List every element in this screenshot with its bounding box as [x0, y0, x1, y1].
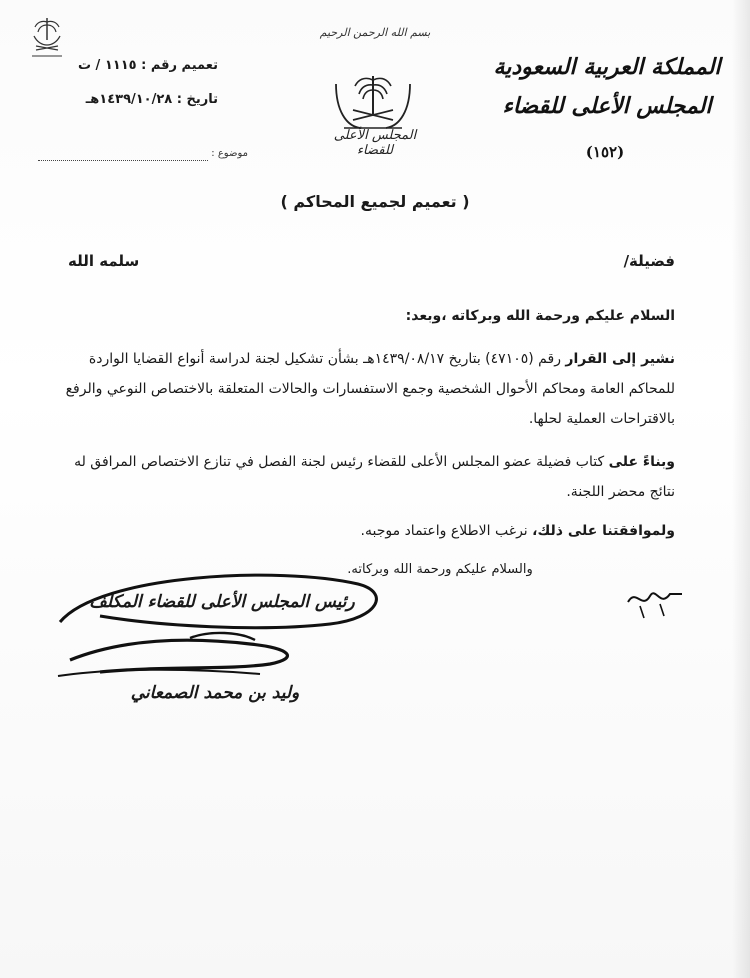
paragraph-decision [65, 344, 675, 434]
paragraph-approval-lead: ولموافقتنا على ذلك، [532, 523, 675, 539]
emblem-caption: المجلس الأعلى للقضاء [333, 128, 417, 158]
document-number: (١٥٢) [585, 143, 625, 161]
initials-scribble-icon [620, 580, 690, 620]
paragraph-letter-text: كتاب فضيلة عضو المجلس الأعلى للقضاء رئيس لجنة الفصل في تنازع الاختصاص المرافق له نتائج محضر اللجنة. [74, 454, 675, 500]
circular-title: ( تعميم لجميع المحاكم ) [280, 192, 470, 211]
paragraph-approval-text: نرغب الاطلاع واعتماد موجبه. [360, 523, 533, 539]
salutation-blessing: سلمه الله [68, 252, 140, 270]
paragraph-approval [65, 516, 675, 546]
closing-greeting: والسلام عليكم ورحمة الله وبركاته. [347, 562, 533, 577]
kingdom-heading: المملكة العربية السعودية [493, 54, 721, 80]
bismillah-text: بسم الله الرحمن الرحيم [319, 26, 431, 39]
subject-dotted-line [38, 160, 208, 161]
paragraph-letter [65, 447, 675, 507]
paragraph-decision-lead: نشير إلى القرار [565, 351, 675, 367]
subject-label: موضوع : [211, 148, 248, 159]
signatory-title: رئيس المجلس الأعلى للقضاء المكلف [89, 592, 355, 612]
salutation-honor: فضيلة/ [623, 252, 675, 270]
page-edge-shadow [732, 0, 750, 978]
paragraph-letter-lead: وبناءً على [608, 454, 675, 470]
small-palm-emblem-icon [22, 12, 72, 62]
circular-date: تاريخ : ١٤٣٩/١٠/٢٨هـ [85, 92, 218, 107]
council-heading: المجلس الأعلى للقضاء [502, 93, 712, 119]
signatory-name: وليد بن محمد الصمعاني [130, 683, 300, 703]
paragraph-decision-text: رقم (٤٧١٠٥) بتاريخ ١٤٣٩/٠٨/١٧هـ بشأن تشكيل لجنة لدراسة أنواع القضايا الواردة للمحاكم العامة ومحاكم الأحوال الشخصية وجمع الاستفسارات والحالات المتعلقة بالاختصاص النوعي والرفع بالاقتراحات العملية لحلها. [65, 351, 675, 427]
greeting: السلام عليكم ورحمة الله وبركاته ،وبعد: [405, 308, 675, 324]
circular-number: تعميم رقم : ١١١٥ / ت [77, 58, 218, 73]
